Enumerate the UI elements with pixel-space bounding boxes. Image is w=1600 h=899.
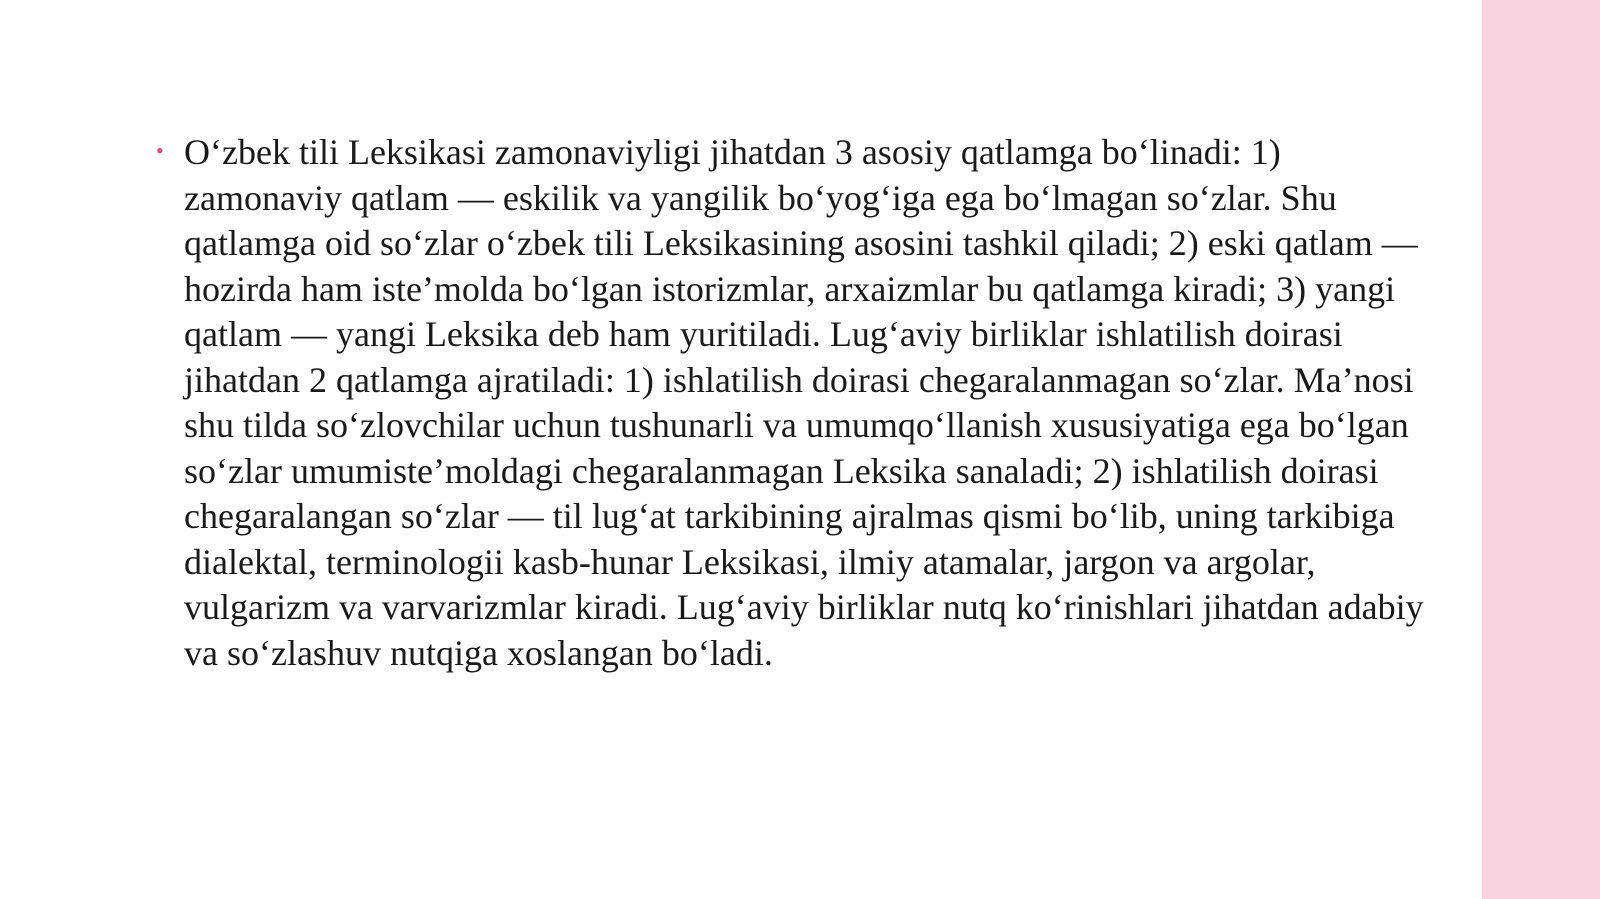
bullet-dot-icon: • [156, 138, 164, 163]
slide-body [152, 130, 1442, 676]
bullet-text: O‘zbek tili Leksikasi zamonaviyligi jihatdan 3 asosiy qatlamga bo‘linadi: 1) zamonaviy qatlam — eskilik va yangilik bo‘yog‘iga ega bo‘lmagan so‘zlar. Shu qatlamga oid so‘zlar o‘zbek tili Leksikasining asosini tashkil qiladi; 2) eski qatlam — hozirda ham iste’molda bo‘lgan istorizmlar, arxaizmlar bu qatlamga kiradi; 3) yangi qatlam — yangi Leksika deb ham yuritiladi. Lug‘aviy birliklar ishlatilish doirasi jihatdan 2 qatlamga ajratiladi: 1) ishlatilish doirasi chegaralanmagan so‘zlar. Ma’nosi shu tilda so‘zlovchilar uchun tushunarli va umumqo‘llanish xususiyatiga ega bo‘lgan so‘zlar umumiste’moldagi chegaralanmagan Leksika sanaladi; 2) ishlatilish doirasi chegaralangan so‘zlar — til lug‘at tarkibining ajralmas qismi bo‘lib, uning tarkibiga dialektal, terminologii kasb-hunar Leksikasi, ilmiy atamalar, jargon va argolar, vulgarizm va varvarizmlar kiradi. Lug‘aviy birliklar nutq ko‘rinishlari jihatdan adabiy va so‘zlashuv nutqiga xoslangan bo‘ladi. [184, 132, 1424, 673]
bullet-item [152, 130, 1442, 676]
decorative-side-band [1482, 0, 1600, 899]
